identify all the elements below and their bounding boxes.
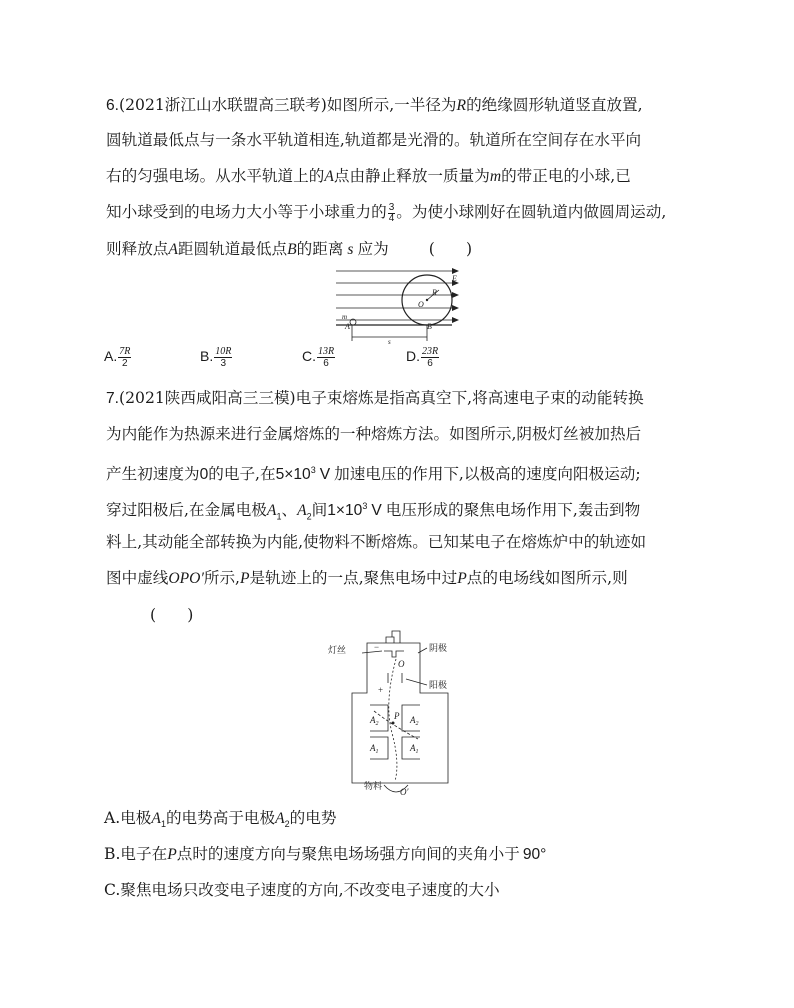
- label-s: s: [388, 338, 391, 346]
- arrow-icon: [452, 305, 459, 311]
- q6-option-b[interactable]: B. $\frac{10R}{3}$: [200, 346, 232, 369]
- leader-line: [418, 648, 427, 653]
- q6-text: 的距离: [296, 240, 344, 258]
- q6-text: 右的匀强电场。从水平轨道上的: [106, 167, 325, 185]
- q6-fraction: $\frac{3}{4}$: [388, 201, 395, 224]
- q7-figure: [330, 633, 470, 801]
- q6-option-d[interactable]: D. $\frac{23R}{6}$: [406, 346, 439, 369]
- q7-text: 穿过阳极后,在金属电极: [106, 501, 267, 520]
- q6-text: 的绝缘圆形轨道竖直放置,: [466, 96, 643, 114]
- center-dot: [426, 299, 428, 301]
- q7-text: 为内能作为热源来进行金属熔炼的一种熔炼方法。如图所示,阴极灯丝被加热后: [106, 425, 642, 443]
- q6-text: 。为使小球刚好在圆轨道内做圆周运动,: [396, 203, 667, 221]
- filament: [386, 637, 394, 643]
- cathode: [384, 651, 404, 657]
- q7-line-6: 图中虚线OPO′所示,P是轨迹上的一点,聚焦电场中过P点的电场线如图所示,则: [106, 569, 628, 587]
- q7-line-1: [106, 388, 644, 409]
- q7-source: (2021陕西咸阳高三三模): [119, 389, 296, 407]
- q7-line-3: 产生初速度为0的电子,在$5\times 10^3$ V 加速电压的作用下,以极高的速度向阳极运动;: [106, 465, 641, 484]
- q6-option-a[interactable]: A. $\frac{7R}{2}$: [104, 346, 131, 369]
- q6-text: 圆轨道最低点与一条水平轨道相连,轨道都是光滑的。轨道所在空间存在水平向: [106, 131, 642, 149]
- label-O: O: [418, 300, 424, 309]
- q6-text: 点由静止释放一质量为: [333, 167, 490, 185]
- label-A1-right: $A_1$: [410, 743, 419, 755]
- label-E: E: [452, 274, 457, 283]
- q6-var-m: m: [489, 168, 502, 185]
- leader-line: [406, 679, 427, 685]
- label-B: B: [427, 322, 432, 331]
- q6-var-R: R: [456, 97, 467, 114]
- q6-line-4: [106, 202, 666, 224]
- q7-text: 电压形成的聚焦电场作用下,轰击到物: [385, 501, 641, 520]
- label-P: P: [394, 711, 400, 721]
- q7-text: 所示,: [203, 569, 241, 587]
- label-R: R: [432, 288, 437, 297]
- q7-text: 电子束熔炼是指高真空下,将高速电子束的动能转换: [295, 389, 644, 407]
- q7-line-4: 穿过阳极后,在金属电极$A_1$、$A_2$间$1\times 10^3$ V 电压形成的聚焦电场作用下,轰击到物: [106, 501, 641, 522]
- q7-text: 料上,其动能全部转换为内能,使物料不断熔炼。已知某电子在熔炼炉中的轨迹如: [106, 533, 647, 551]
- q7-text: 的电子,在: [208, 465, 276, 484]
- q6-line-1: [106, 95, 643, 116]
- q6-line-3: [106, 166, 631, 187]
- q7-number: 7.: [106, 390, 120, 407]
- q6-var-A: A: [168, 241, 178, 258]
- q6-text: 应为: [357, 240, 389, 258]
- label-A: A: [345, 322, 350, 331]
- label-filament: 灯丝: [328, 645, 347, 655]
- label-A2-right: $A_2$: [410, 715, 419, 727]
- label-plus: +: [378, 685, 384, 695]
- label-m: m: [342, 313, 348, 321]
- q6-var-A: A: [324, 168, 334, 185]
- q6-var-B: B: [287, 241, 297, 258]
- q7-option-a[interactable]: A.电极$A_1$的电势高于电极$A_2$的电势: [104, 809, 337, 830]
- q7-option-b[interactable]: B.电子在P点时的速度方向与聚焦电场场强方向间的夹角小于 90°: [104, 845, 547, 863]
- q6-text: 的带正电的小球,已: [501, 167, 631, 185]
- arrow-icon: [452, 317, 459, 323]
- label-minus: −: [374, 642, 380, 652]
- q6-text: 则释放点: [106, 240, 169, 258]
- q6-line-5: [106, 239, 472, 260]
- label-cathode: 阴极: [429, 643, 448, 653]
- q6-text: 知小球受到的电场力大小等于小球重力的: [106, 203, 387, 221]
- q7-line-5: [106, 532, 646, 552]
- q7-line-2: [106, 424, 641, 444]
- q6-figure: [330, 263, 466, 345]
- label-A1-left: $A_1$: [370, 743, 379, 755]
- label-O: O: [398, 659, 405, 669]
- q7-text: 是轨迹上的一点,聚焦电场中过: [249, 569, 458, 587]
- q7-text: 间: [311, 501, 328, 520]
- label-O-prime: O′: [400, 787, 409, 797]
- label-A2-left: $A_2$: [370, 715, 379, 727]
- q6-answer-blank: ( ): [428, 240, 473, 258]
- q7-text: 加速电压的作用下,以极高的速度向阳极运动;: [334, 465, 641, 484]
- q6-source: (2021浙江山水联盟高三联考): [119, 96, 327, 114]
- q7-answer-blank: ( ): [150, 606, 194, 624]
- q7-text: 图中虚线: [106, 569, 169, 587]
- q6-var-s: s: [347, 241, 354, 258]
- arrow-icon: [452, 292, 459, 298]
- q6-line-2: [106, 130, 641, 150]
- q6-option-c[interactable]: C. $\frac{13R}{6}$: [302, 346, 335, 369]
- label-material: 物料: [364, 781, 383, 791]
- q7-option-c[interactable]: C.聚焦电场只改变电子速度的方向,不改变电子速度的大小: [104, 881, 500, 899]
- point-P: [392, 722, 395, 725]
- q7-text: 产生初速度为: [106, 465, 200, 484]
- q7-text: 点的电场线如图所示,则: [466, 569, 628, 587]
- label-anode: 阳极: [429, 680, 448, 690]
- q6-number: 6.: [106, 97, 120, 114]
- q6-text: 如图所示,一半径为: [326, 96, 457, 114]
- q6-text: 距圆轨道最低点: [177, 240, 288, 258]
